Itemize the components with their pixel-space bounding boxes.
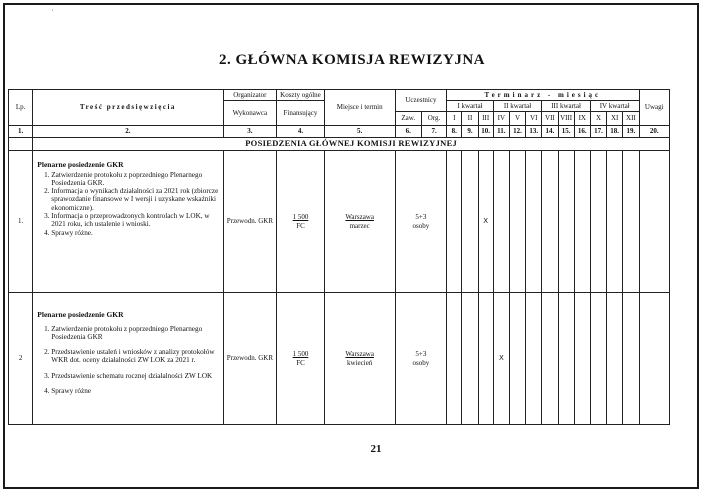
agenda-item: 4. Sprawy różne.: [51, 229, 219, 237]
agenda-item: 3. Przedstawienie schematu rocznej działalności ZW LOK: [51, 372, 219, 380]
header-finansujacy: Finansujący: [277, 101, 325, 126]
row-uwagi: [639, 151, 670, 293]
uczestnicy-unit: osoby: [412, 358, 430, 367]
header-month: III: [478, 112, 493, 126]
month-cell: [447, 151, 462, 293]
header-month: IV: [493, 112, 509, 126]
month-cell: [526, 151, 542, 293]
row-uczestnicy: [395, 151, 447, 293]
row-content: [33, 293, 223, 425]
header-zaw: Zaw.: [395, 112, 421, 126]
header-month: V: [509, 112, 525, 126]
month-cell: [526, 293, 542, 425]
header-month: X: [590, 112, 606, 126]
month-cell: [590, 151, 606, 293]
header-month: VII: [542, 112, 558, 126]
column-number: 20.: [639, 126, 670, 138]
month-cell: [574, 151, 590, 293]
header-tresc: Treść przedsięwzięcia: [33, 90, 223, 126]
page-number: 21: [370, 443, 382, 455]
row-heading: Plenarne posiedzenie GKR: [37, 310, 124, 319]
month-cell: [509, 151, 525, 293]
month-cell: [607, 151, 623, 293]
header-organizator: Organizator: [223, 90, 277, 101]
schedule-table: [8, 89, 670, 425]
koszty-value: 1 500: [292, 213, 309, 222]
month-cell: [462, 293, 478, 425]
header-uwagi: Uwagi: [639, 90, 670, 126]
column-number: 15.: [558, 126, 574, 138]
column-number: 3.: [223, 126, 277, 138]
header-terminarz: Terminarz - miesiąc: [447, 90, 639, 101]
header-month: II: [462, 112, 478, 126]
agenda-item: 1. Zatwierdzenie protokołu z poprzedniego Plenarnego Posiedzenia GKR: [51, 325, 219, 342]
month-cell: [447, 293, 462, 425]
agenda-item: 3. Informacja o przeprowadzonych kontrolach w LOK, w 2021 roku, ich ustalenie i wnioski.: [51, 212, 219, 229]
agenda-item: 2. Przedstawienie ustaleń i wniosków z analizy protokołów WKR dot. oceny działalności ZW LOK za 2021 r.: [51, 348, 219, 365]
column-number: 14.: [542, 126, 558, 138]
month-cell: [478, 293, 493, 425]
column-number: 11.: [493, 126, 509, 138]
miejsce-place: Warszawa: [345, 350, 374, 359]
row-koszty: [277, 293, 325, 425]
column-number: 13.: [526, 126, 542, 138]
column-number-row: [9, 126, 670, 138]
row-heading: Plenarne posiedzenie GKR: [37, 160, 124, 169]
page-title: 2. GŁÓWNA KOMISJA REWIZYJNA: [218, 52, 486, 68]
miejsce-termin: marzec: [349, 221, 370, 230]
row-lp: 1.: [9, 151, 33, 293]
header-month: IX: [574, 112, 590, 126]
month-cell: [590, 293, 606, 425]
koszty-value: 1 500: [292, 350, 309, 359]
column-number: 5.: [324, 126, 395, 138]
column-number: 12.: [509, 126, 525, 138]
koszty-source: FC: [296, 358, 305, 367]
row-content: [33, 151, 223, 293]
column-number: 17.: [590, 126, 606, 138]
table-row: [9, 151, 670, 293]
month-cell: [623, 293, 639, 425]
header-kwartal-1: I kwartał: [447, 101, 494, 112]
row-koszty: [277, 151, 325, 293]
row-lp: 2: [9, 293, 33, 425]
row-uczestnicy: [395, 293, 447, 425]
month-cell: [574, 293, 590, 425]
column-number: 4.: [277, 126, 325, 138]
month-cell: [462, 151, 478, 293]
month-mark: X: [493, 293, 509, 425]
header-koszty: Koszty ogólne: [277, 90, 325, 101]
miejsce-termin: kwiecień: [347, 358, 373, 367]
header-wykonawca: Wykonawca: [223, 101, 277, 126]
header-uczestnicy: Uczestnicy: [395, 90, 447, 112]
row-miejsce: [324, 151, 395, 293]
header-lp: Lp.: [9, 90, 33, 126]
uczestnicy-count: 5+3: [415, 350, 427, 359]
column-number: 8.: [447, 126, 462, 138]
agenda-item: 1. Zatwierdzenie protokołu z poprzedniego Plenarnego Posiedzenia GKR.: [51, 171, 219, 188]
header-month: XI: [607, 112, 623, 126]
header-org: Org.: [421, 112, 446, 126]
month-cell: [623, 151, 639, 293]
column-number: 2.: [33, 126, 223, 138]
uczestnicy-unit: osoby: [412, 221, 430, 230]
agenda-item: 2. Informacja o wynikach działalności za 2021 rok (zbiorcze sprawozdanie finansowe w I wersji i uzyskane wskaźniki ekonomiczne).: [51, 187, 219, 212]
month-cell: [493, 151, 509, 293]
month-cell: [558, 151, 574, 293]
column-number: 6.: [395, 126, 421, 138]
row-miejsce: [324, 293, 395, 425]
row-wykonawca: Przewodn. GKR: [223, 293, 277, 425]
column-number: 18.: [607, 126, 623, 138]
month-cell: [542, 151, 558, 293]
miejsce-place: Warszawa: [345, 213, 374, 222]
header-month: VIII: [558, 112, 574, 126]
column-number: 7.: [421, 126, 446, 138]
month-cell: [558, 293, 574, 425]
header-miejsce: Miejsce i termin: [324, 90, 395, 126]
month-cell: [607, 293, 623, 425]
header-month: I: [447, 112, 462, 126]
month-cell: [542, 293, 558, 425]
section-spacer: [9, 138, 33, 151]
column-number: 16.: [574, 126, 590, 138]
month-cell: [509, 293, 525, 425]
column-number: 1.: [9, 126, 33, 138]
header-kwartal-3: III kwartał: [542, 101, 591, 112]
header-kwartal-4: IV kwartał: [590, 101, 639, 112]
column-number: 10.: [478, 126, 493, 138]
month-mark: X: [478, 151, 493, 293]
uczestnicy-count: 5+3: [415, 213, 427, 222]
koszty-source: FC: [296, 221, 305, 230]
row-wykonawca: Przewodn. GKR: [223, 151, 277, 293]
header-month: VI: [526, 112, 542, 126]
header-month: XII: [623, 112, 639, 126]
column-number: 9.: [462, 126, 478, 138]
column-number: 19.: [623, 126, 639, 138]
table-row: [9, 293, 670, 425]
section-title: POSIEDZENIA GŁÓWNEJ KOMISJI REWIZYJNEJ: [33, 138, 670, 151]
agenda-item: 4. Sprawy różne: [51, 387, 219, 395]
scan-speck: ˙: [51, 8, 54, 17]
header-kwartal-2: II kwartał: [493, 101, 542, 112]
row-uwagi: [639, 293, 670, 425]
